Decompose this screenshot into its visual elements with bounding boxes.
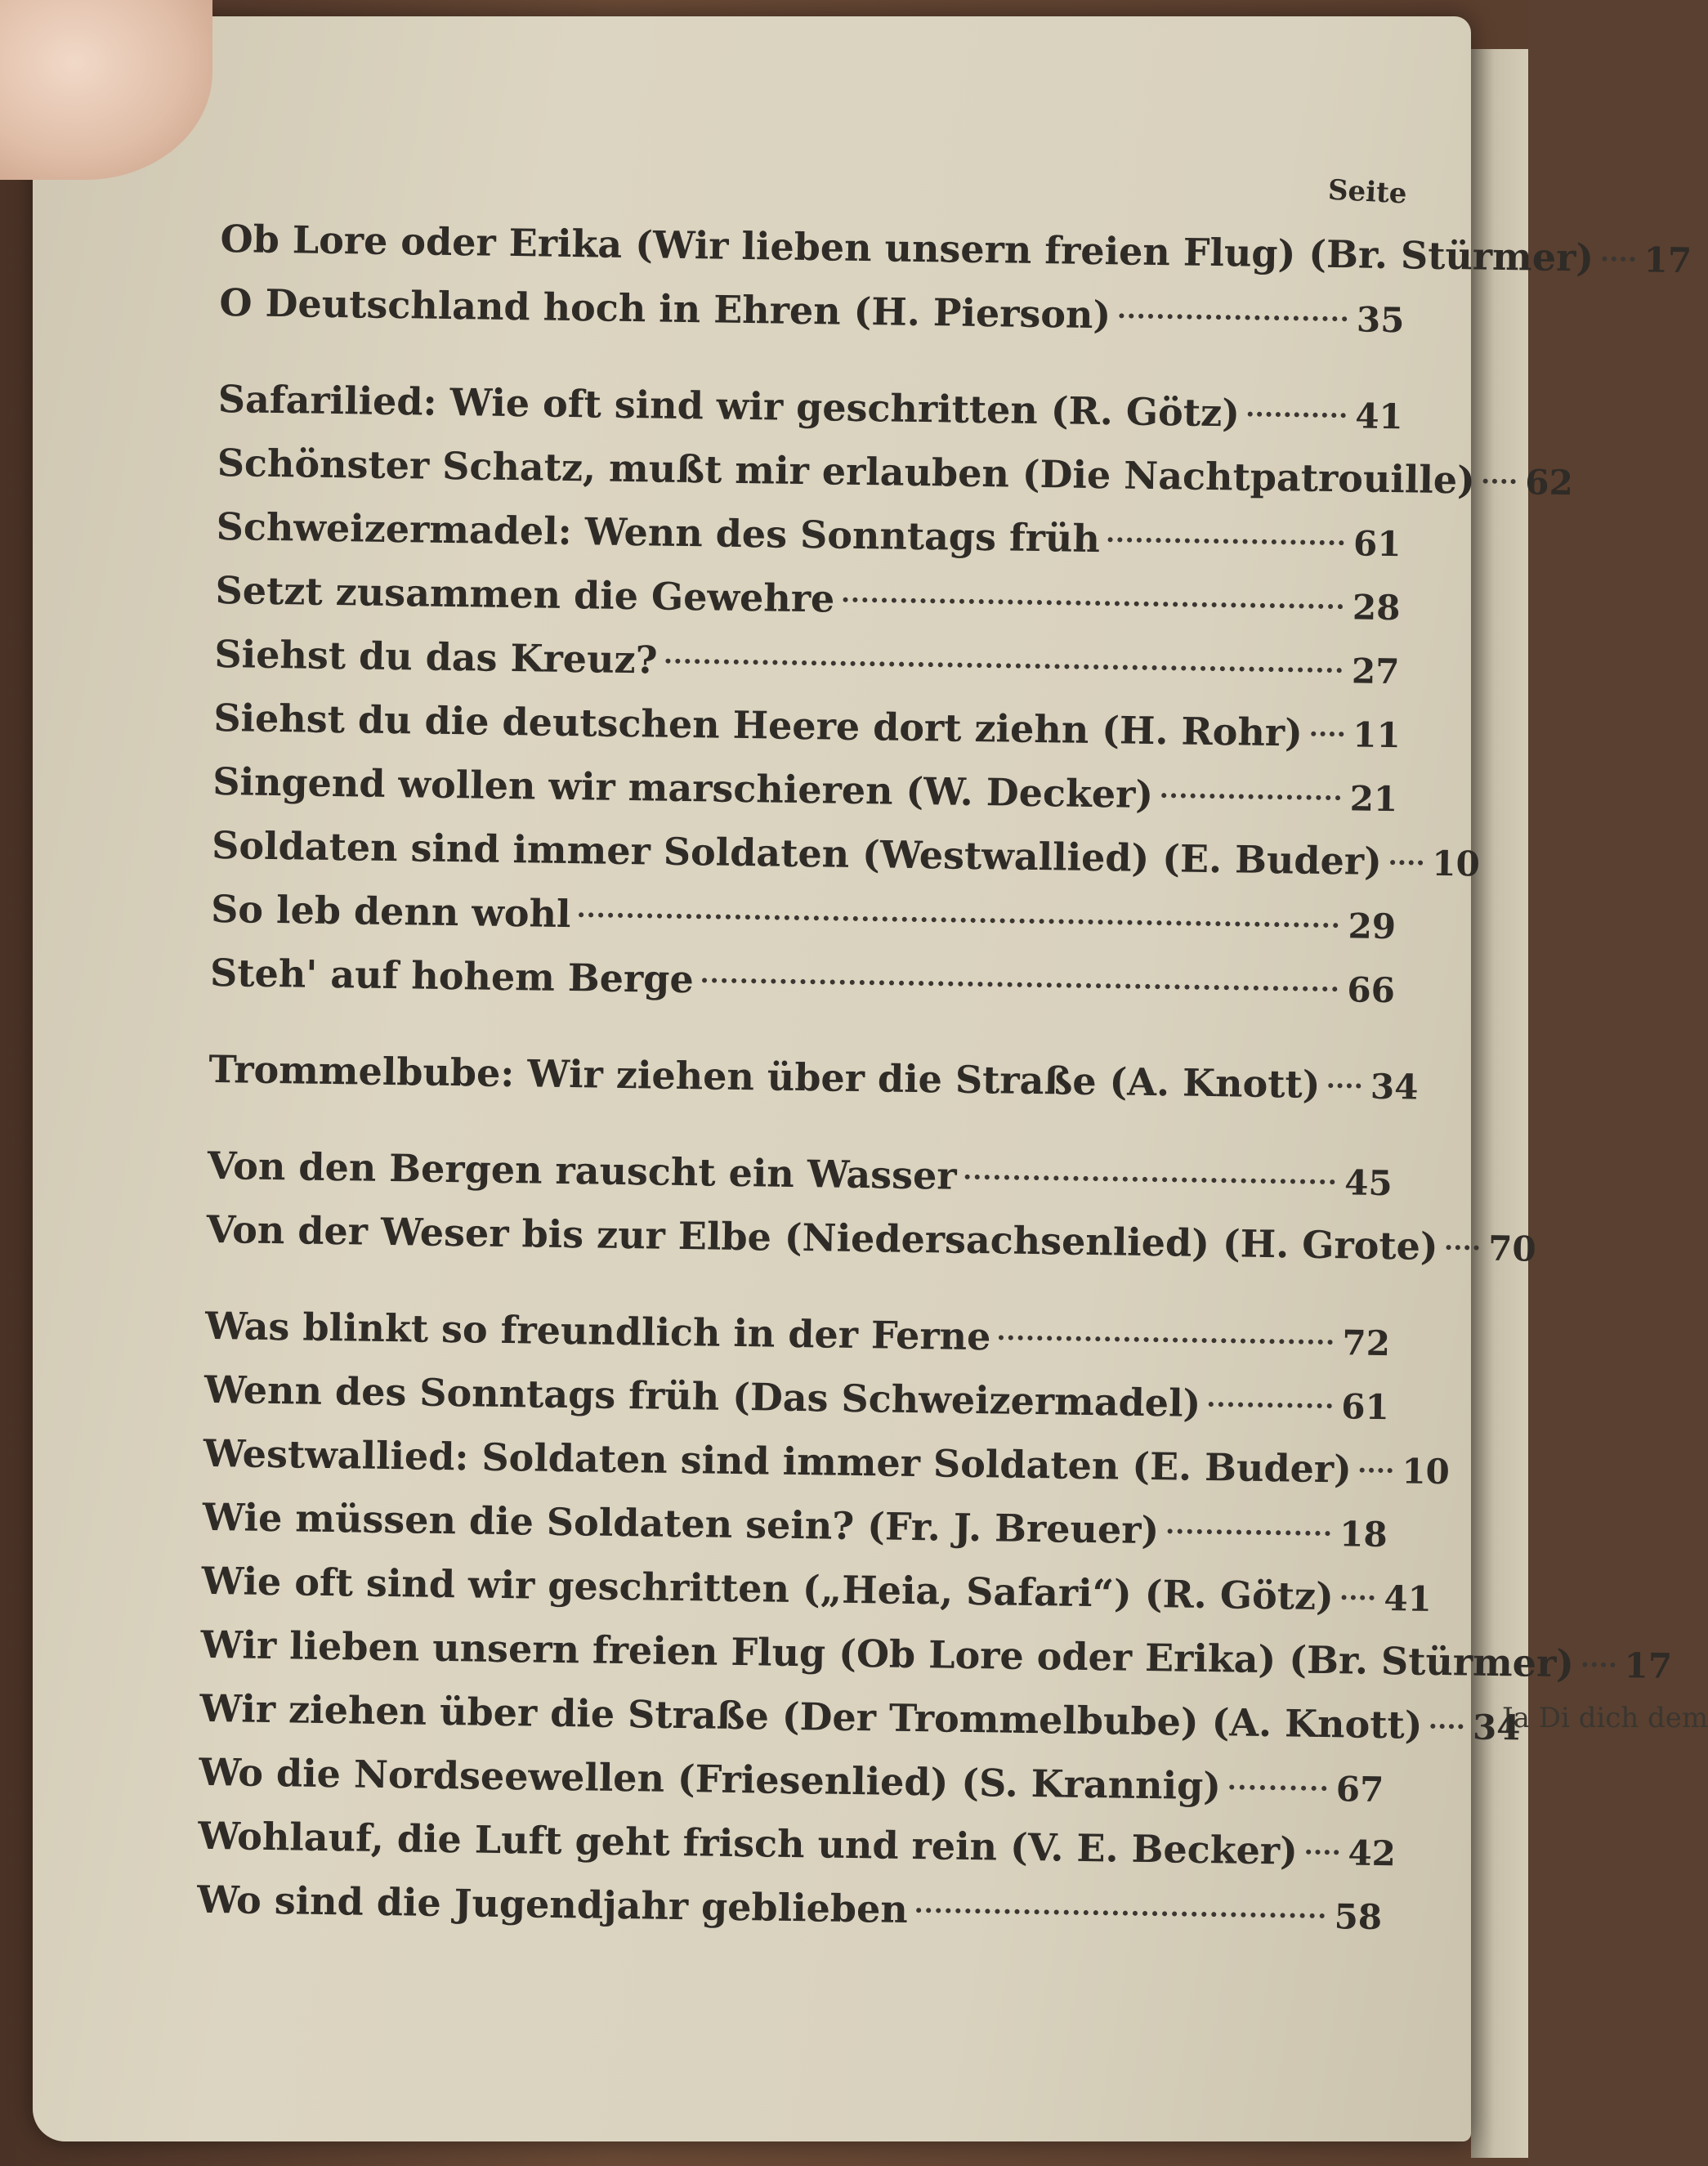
toc-entry-title: Westwallied: Soldaten sind immer Soldaten (E. Buder) — [203, 1430, 1353, 1492]
leader-dots — [1119, 313, 1347, 321]
leader-dots — [1430, 1724, 1463, 1730]
toc-entry-title: Ob Lore oder Erika (Wir lieben unsern freien Flug) (Br. Stürmer) — [220, 217, 1594, 280]
leader-dots — [1306, 1850, 1339, 1855]
toc-entry-title: Wohlauf, die Luft geht frisch und rein (V. E. Becker) — [197, 1813, 1299, 1873]
toc-entry-page: 41 — [1384, 1578, 1433, 1619]
toc-entry — [208, 1046, 1419, 1127]
leader-dots — [1342, 1595, 1375, 1600]
leader-dots — [665, 659, 1342, 674]
leader-dots — [1328, 1083, 1361, 1089]
toc-entry-title: Wie oft sind wir geschritten („Heia, Safari“) (R. Götz) — [201, 1558, 1335, 1619]
toc-entry-page: 28 — [1352, 587, 1401, 629]
toc-entry-page: 21 — [1349, 778, 1398, 820]
toc-entry-title: Von der Weser bis zur Elbe (Niedersachsenlied) (H. Grote) — [206, 1206, 1439, 1269]
toc-entry-title: Soldaten sind immer Soldaten (Westwallied) (E. Buder) — [211, 822, 1383, 884]
leader-dots — [964, 1175, 1335, 1184]
toc-entry-title: Setzt zusammen die Gewehre — [215, 567, 835, 621]
toc-entry-title: O Deutschland hoch in Ehren (H. Pierson) — [219, 280, 1111, 338]
toc-entry-page: 62 — [1525, 462, 1574, 503]
toc-entry-page: 67 — [1335, 1769, 1384, 1810]
toc-entry-page: 41 — [1354, 396, 1404, 437]
toc-entry-title: Trommelbube: Wir ziehen über die Straße (A. Knott) — [208, 1046, 1321, 1107]
toc-entry-page: 17 — [1643, 239, 1692, 281]
toc-entry-title: Singend wollen wir marschieren (W. Decker) — [212, 759, 1154, 817]
toc-entry-page: 58 — [1334, 1896, 1383, 1938]
toc-entry-page: 35 — [1356, 299, 1405, 341]
toc-entry-title: Schweizermadel: Wenn des Sonntags früh — [216, 503, 1101, 562]
leader-dots — [1209, 1402, 1332, 1408]
toc-entry-title: Von den Bergen rauscht ein Wasser — [207, 1143, 957, 1198]
toc-entry-page: 66 — [1347, 969, 1396, 1011]
toc-entry-title: Siehst du das Kreuz? — [214, 631, 658, 682]
leader-dots — [702, 978, 1338, 991]
leader-dots — [1229, 1784, 1326, 1791]
leader-dots — [1446, 1245, 1479, 1251]
toc-entry-page: 42 — [1348, 1833, 1397, 1874]
toc-entry-page: 61 — [1341, 1386, 1390, 1428]
leader-dots — [843, 597, 1343, 610]
toc-entry-title: Wo sind die Jugendjahr geblieben — [196, 1877, 909, 1931]
toc-entry-title: Wir ziehen über die Straße (Der Trommelbube) (A. Knott) — [199, 1685, 1423, 1748]
adjacent-page-text: Ja Di dich dem — [1502, 1702, 1708, 1734]
toc-entry-page: 34 — [1472, 1707, 1521, 1748]
toc-entry-title: So leb denn wohl — [210, 886, 571, 937]
leader-dots — [1167, 1528, 1330, 1536]
toc-entry-page: 29 — [1348, 906, 1397, 947]
toc-entry-title: Was blinkt so freundlich in der Ferne — [204, 1303, 991, 1359]
leader-dots — [1602, 257, 1634, 262]
toc-entry-page: 17 — [1624, 1645, 1673, 1686]
toc-entry-page: 27 — [1351, 651, 1400, 692]
toc-entry-title: Wo die Nordseewellen (Friesenlied) (S. Krannig) — [199, 1749, 1222, 1809]
toc-entry-title: Wir lieben unsern freien Flug (Ob Lore oder Erika) (Br. Stürmer) — [200, 1622, 1575, 1686]
toc-entry-page: 11 — [1353, 714, 1402, 756]
toc-entry-title: Wie müssen die Soldaten sein? (Fr. J. Breuer) — [202, 1494, 1160, 1553]
toc-entry-page: 34 — [1370, 1066, 1419, 1108]
toc-entry-title: Wenn des Sonntags früh (Das Schweizermadel) — [203, 1367, 1201, 1425]
leader-dots — [1390, 860, 1423, 866]
toc-entry-page: 61 — [1353, 523, 1402, 565]
leader-dots — [916, 1908, 1325, 1918]
toc-entry-page: 72 — [1342, 1322, 1391, 1364]
leader-dots — [1161, 793, 1340, 800]
leader-dots — [1483, 479, 1516, 485]
toc-entry-page: 45 — [1344, 1162, 1393, 1204]
toc-entry-page: 10 — [1432, 843, 1481, 884]
leader-dots — [1311, 732, 1344, 737]
page-column-header: Seite — [1327, 173, 1408, 211]
toc-entry-page: 70 — [1487, 1228, 1536, 1269]
leader-dots — [579, 912, 1339, 928]
leader-dots — [1248, 412, 1346, 418]
toc-entry-title: Safarilied: Wie oft sind wir geschritten (R. Götz) — [217, 376, 1241, 436]
leader-dots — [1360, 1468, 1393, 1474]
toc-entry-page: 10 — [1402, 1451, 1451, 1492]
toc-entry-title: Steh' auf hohem Berge — [209, 950, 695, 1002]
leader-dots — [999, 1335, 1333, 1345]
leader-dots — [1108, 537, 1344, 545]
toc-entry-page: 18 — [1339, 1514, 1388, 1555]
leader-dots — [1582, 1662, 1615, 1667]
toc-entry-title: Siehst du die deutschen Heere dort ziehn (H. Rohr) — [213, 695, 1303, 755]
toc-entry-title: Schönster Schatz, mußt mir erlauben (Die Nachtpatrouille) — [217, 440, 1476, 503]
